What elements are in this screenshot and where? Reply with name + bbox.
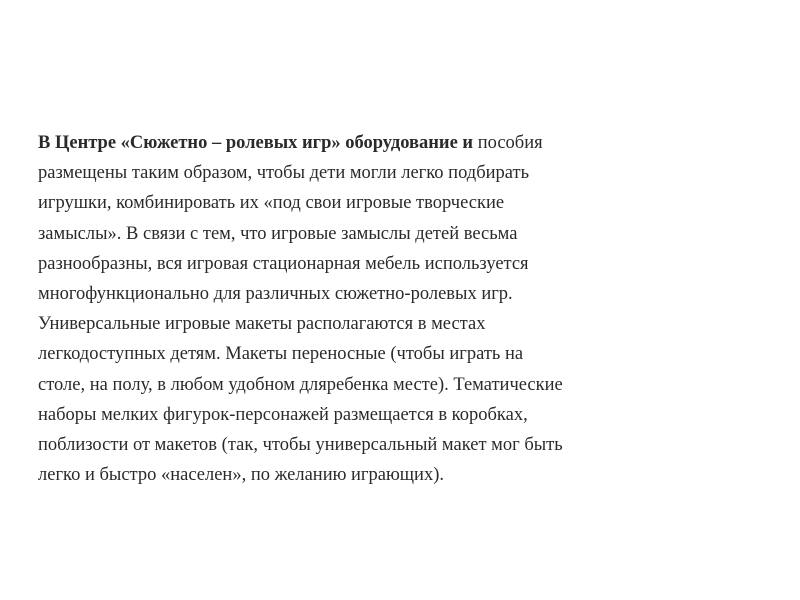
paragraph-line: замыслы». В связи с тем, что игровые замыслы детей весьма: [38, 223, 518, 244]
paragraph-line: разнообразны, вся игровая стационарная мебель используется: [38, 253, 529, 274]
paragraph-line: поблизости от макетов (так, чтобы универсальный макет мог быть: [38, 435, 563, 456]
paragraph-line-1: [38, 128, 758, 158]
paragraph-line: многофункционально для различных сюжетно-ролевых игр.: [38, 284, 513, 305]
paragraph-line: размещены таким образом, чтобы дети могли легко подбирать: [38, 163, 530, 184]
paragraph-line: игрушки, комбинировать их «под свои игровые творческие: [38, 193, 505, 214]
paragraph-line: столе, на полу, в любом удобном дляребенка месте). Тематические: [38, 374, 563, 395]
paragraph-bold-intro: В Центре «Сюжетно – ролевых игр» оборудование и: [38, 133, 474, 153]
paragraph-line: легко и быстро «населен», по желанию играющих).: [38, 465, 444, 486]
paragraph-line: Универсальные игровые макеты располагаются в местах: [38, 314, 486, 335]
paragraph-line: наборы мелких фигурок-персонажей размещается в коробках,: [38, 404, 528, 425]
body-paragraph: [38, 128, 758, 490]
paragraph-line: легкодоступных детям. Макеты переносные (чтобы играть на: [38, 344, 524, 365]
paragraph-line-1-rest: пособия: [473, 133, 543, 153]
